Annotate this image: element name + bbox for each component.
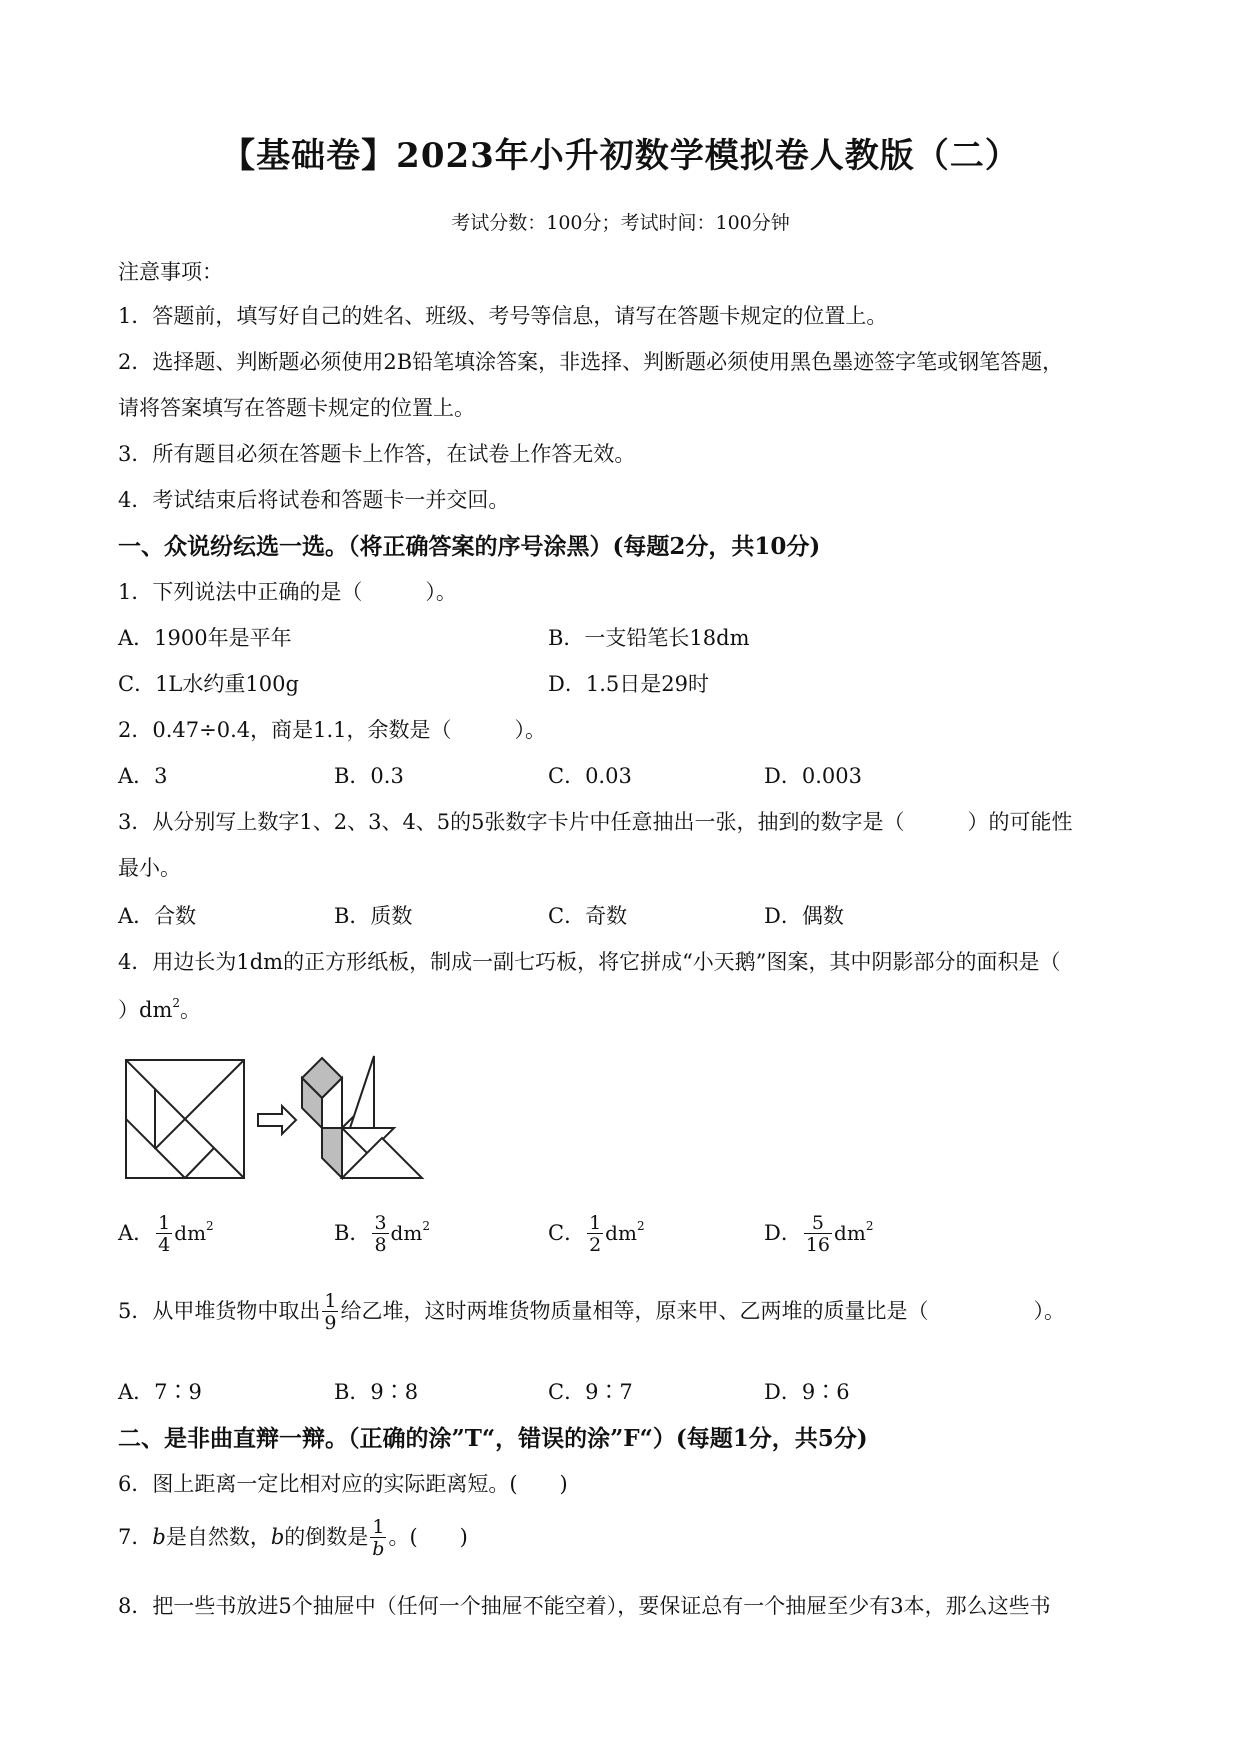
q1-option-b: B．一支铅笔长18dm <box>548 626 750 650</box>
q4-option-d: D． $\frac{5}{16}$ $dm^2$ <box>764 1212 874 1256</box>
section-2-heading: 二、是非曲直辩一辩。（正确的涂”T“，错误的涂”F“）(每题1分，共5分) <box>118 1425 868 1452</box>
q3-option-b: B．质数 <box>334 904 413 928</box>
q2-stem: 2．0.47÷0.4，商是1.1，余数是（ ）。 <box>118 718 547 742</box>
q5-option-a: A．7∶9 <box>118 1380 202 1404</box>
notes-heading: 注意事项： <box>118 260 223 284</box>
q3-option-a: A．合数 <box>118 904 197 928</box>
q5-option-b: B．9∶8 <box>334 1380 419 1404</box>
q3-stem-continued: 最小。 <box>118 856 181 880</box>
q2-option-a: A．3 <box>118 764 168 788</box>
q4-stem-continued: ）$dm^2$。 <box>118 996 201 1022</box>
q5-stem: 5．从甲堆货物中取出 $\frac{1}{9}$ 给乙堆，这时两堆货物质量相等，原来甲、乙两堆的质量比是（ ）。 <box>118 1290 1065 1334</box>
note-item-1: 1．答题前，填写好自己的姓名、班级、考号等信息，请写在答题卡规定的位置上。 <box>118 304 888 328</box>
q5-option-c: C．9∶7 <box>548 1380 633 1404</box>
q3-option-c: C．奇数 <box>548 904 628 928</box>
tangram-swan-figure <box>124 1050 484 1180</box>
q3-option-d: D．偶数 <box>764 904 844 928</box>
q1-option-a: A．1900年是平年 <box>118 626 292 650</box>
note-item-3: 3．所有题目必须在答题卡上作答，在试卷上作答无效。 <box>118 442 636 466</box>
q4-stem: 4．用边长为1dm的正方形纸板，制成一副七巧板，将它拼成“小天鹅”图案，其中阴影部分的面积是（ <box>118 950 1061 974</box>
q8-stem: 8．把一些书放进5个抽屉中（任何一个抽屉不能空着），要保证总有一个抽屉至少有3本，那么这些书 <box>118 1594 1051 1618</box>
note-item-4: 4．考试结束后将试卷和答题卡一并交回。 <box>118 488 510 512</box>
page-title: 【基础卷】2023年小升初数学模拟卷人教版（二） <box>221 136 1020 176</box>
arrow-right-icon <box>258 1106 296 1134</box>
q1-option-d: D．1.5日是29时 <box>548 672 709 696</box>
q1-option-c: C．1L水约重100g <box>118 672 299 696</box>
q2-option-d: D．0.003 <box>764 764 862 788</box>
note-item-2: 2．选择题、判断题必须使用2B铅笔填涂答案，非选择、判断题必须使用黑色墨迹签字笔或钢笔答题， <box>118 350 1064 374</box>
q5-option-d: D．9∶6 <box>764 1380 850 1404</box>
exam-info: 考试分数：100分；考试时间：100分钟 <box>451 212 790 234</box>
q1-stem: 1．下列说法中正确的是（ ）。 <box>118 580 457 604</box>
q2-option-c: C．0.03 <box>548 764 632 788</box>
note-item-2-continued: 请将答案填写在答题卡规定的位置上。 <box>118 396 475 420</box>
tangram-square <box>126 1060 244 1178</box>
q6-stem: 6．图上距离一定比相对应的实际距离短。( ) <box>118 1472 568 1496</box>
q7-stem: 7．b是自然数，b的倒数是 $\frac{1}{b}$ 。( ) <box>118 1516 468 1560</box>
section-1-heading: 一、众说纷纭选一选。（将正确答案的序号涂黑）(每题2分，共10分) <box>118 533 821 560</box>
q2-option-b: B．0.3 <box>334 764 404 788</box>
q4-option-a: A． $\frac{1}{4}$ $dm^2$ <box>118 1212 214 1256</box>
q4-option-b: B． $\frac{3}{8}$ $dm^2$ <box>334 1212 430 1256</box>
q4-option-c: C． $\frac{1}{2}$ $dm^2$ <box>548 1212 645 1256</box>
tangram-swan <box>302 1056 422 1178</box>
q3-stem: 3．从分别写上数字1、2、3、4、5的5张数字卡片中任意抽出一张，抽到的数字是（ ）的可能性 <box>118 810 1073 834</box>
